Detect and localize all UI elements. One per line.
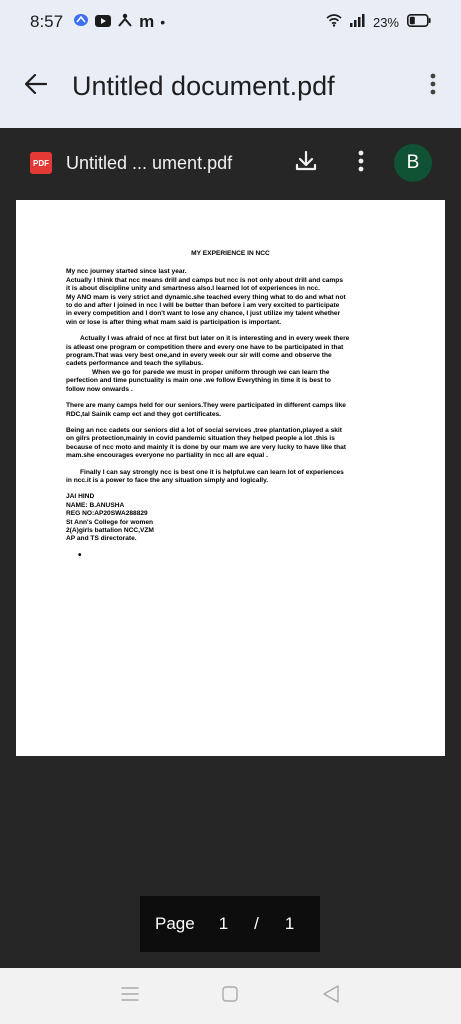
- signature-line: 2(A)girls battalion NCC,VZM: [66, 526, 154, 534]
- doc-line: My ANO mam is very strict and dynamic.she teached every thing what to do and what not: [66, 293, 346, 301]
- back-button[interactable]: [0, 44, 72, 128]
- doc-signature: [66, 493, 395, 543]
- pinwheel-icon: [73, 13, 89, 31]
- download-icon: [295, 150, 317, 177]
- battery-percent: 23%: [372, 14, 399, 30]
- signature-line: NAME: B.ANUSHA: [66, 501, 125, 509]
- more-vert-icon: [358, 150, 364, 177]
- hands-icon: [117, 13, 133, 31]
- wifi-icon: [326, 14, 342, 30]
- page-total: 1: [284, 914, 295, 933]
- doc-line: it is about discipline unity and smartness also.I learned lot of experiences in ncc.: [66, 285, 320, 293]
- menu-lines-icon: [121, 987, 139, 1006]
- page-current: 1: [218, 914, 229, 933]
- doc-line: Actually I was afraid of ncc at first but later on it is interesting and in every week there: [80, 335, 350, 343]
- signature-line: AP and TS directorate.: [66, 535, 137, 543]
- notification-m: m: [139, 12, 155, 31]
- doc-line: to do and after I joined in ncc I will be better than before i am very excited to participate: [66, 302, 340, 310]
- doc-bullet: •: [78, 549, 82, 561]
- doc-paragraph: [66, 335, 395, 394]
- back-nav-button[interactable]: [311, 976, 351, 1016]
- overflow-menu-button[interactable]: [405, 44, 461, 128]
- back-arrow-icon: [25, 74, 47, 99]
- status-bar: [0, 0, 461, 44]
- status-indicators: [326, 14, 431, 30]
- page-indicator: [140, 896, 320, 952]
- doc-line: My ncc journey started since last year.: [66, 268, 187, 276]
- doc-line: perfection and time punctuality is main one .we follow Everything in time it is best to: [66, 377, 331, 385]
- app-bar: [0, 44, 461, 128]
- doc-line: in ncc.it is a power to face the any situation simply and logically.: [66, 476, 269, 484]
- signature-line: JAI HIND: [66, 493, 95, 501]
- signature-line: St Ann's College for women: [66, 518, 154, 526]
- doc-line: Being an ncc cadets our seniors did a lot of social services ,tree plantation,played a skit: [66, 426, 342, 434]
- doc-paragraph: [66, 427, 395, 461]
- doc-line: program.That was very best one,and in every week our sir will come and observe the: [66, 352, 332, 360]
- download-button[interactable]: [286, 143, 326, 183]
- doc-paragraph: [66, 402, 395, 419]
- page-separator: /: [254, 914, 259, 933]
- doc-line: win or lose is after thing what mam said is participation is important.: [66, 318, 282, 326]
- more-vert-icon: [430, 73, 436, 100]
- pdf-page: [16, 200, 445, 756]
- doc-line: Finally I can say strongly ncc is best one it is helpful.we can learn lot of experiences: [80, 468, 344, 476]
- signature-line: REG NO:AP20SWA288829: [66, 510, 148, 518]
- home-square-icon: [222, 986, 238, 1007]
- youtube-icon: [95, 14, 111, 31]
- notification-dot: •: [160, 14, 166, 30]
- doc-paragraph: [66, 268, 395, 327]
- doc-paragraph: [66, 469, 395, 486]
- notification-icons: [73, 12, 165, 32]
- account-avatar[interactable]: B: [394, 144, 432, 182]
- doc-line: on gilrs protection,mainly in covid pandemic situation they helped people a lot .this is: [66, 435, 335, 443]
- home-button[interactable]: [210, 976, 250, 1016]
- battery-icon: [407, 14, 431, 30]
- doc-line: Actually I think that ncc means drill and camps but ncc is not only about drill and camps: [66, 276, 343, 284]
- doc-line: follow now onwards .: [66, 385, 133, 393]
- viewer-toolbar: [0, 128, 461, 198]
- doc-line: mam.she encourages everyone no partiality in ncc all are equal .: [66, 452, 268, 460]
- document-title: Untitled document.pdf: [72, 70, 335, 101]
- doc-line: There are many camps held for our seniors.They were participated in different camps like: [66, 402, 346, 410]
- system-nav-bar: [0, 968, 461, 1024]
- doc-line: When we go for parede we must in proper uniform through we can learn the: [92, 368, 330, 376]
- doc-line: is atleast one program or competition there and every one have to be participated in that: [66, 343, 344, 351]
- viewer-file-name: Untitled ... ument.pdf: [66, 152, 233, 173]
- page-label: Page: [155, 914, 195, 933]
- doc-heading: MY EXPERIENCE IN NCC: [191, 250, 270, 257]
- doc-line: cadets performance and teach the syllabus.: [66, 360, 204, 368]
- signal-icon: [350, 14, 365, 30]
- pdf-file-icon: PDF: [30, 152, 52, 174]
- doc-line: RDC,tal Sainik camp ect and they got certificates.: [66, 410, 221, 418]
- doc-line: in every competition and I don't want to lose any chance, I just utilize my talent whether: [66, 310, 341, 318]
- recents-button[interactable]: [110, 976, 150, 1016]
- back-triangle-icon: [323, 985, 339, 1008]
- doc-line: because of ncc moto and mainly it is done by our mam we are very lucky to have like that: [66, 443, 346, 451]
- status-time: 8:57: [30, 12, 64, 31]
- viewer-overflow-button[interactable]: [346, 143, 376, 183]
